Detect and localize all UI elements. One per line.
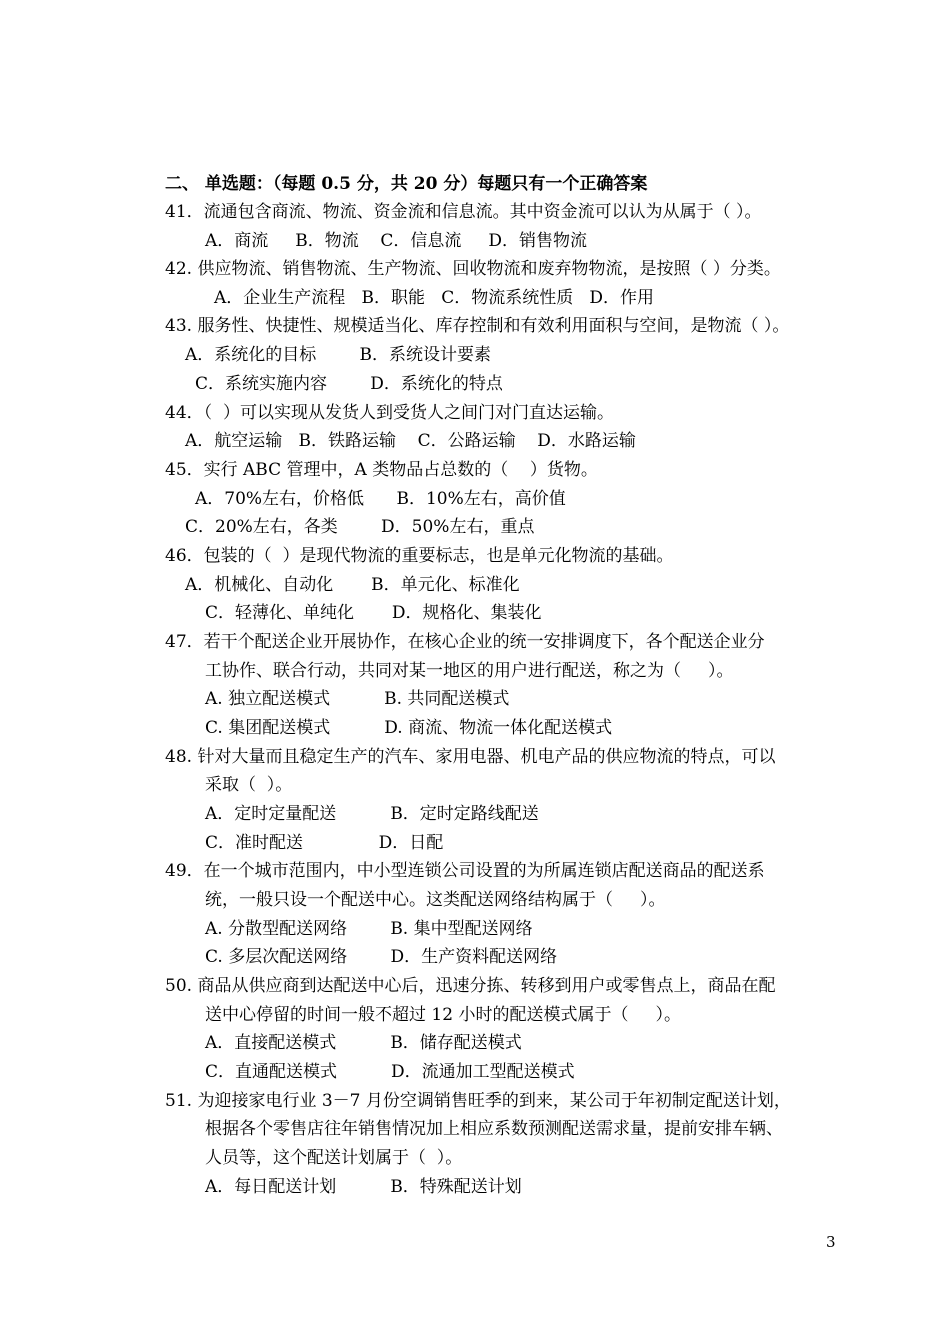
question-50-option-line-2: C．直通配送模式 D．流通加工型配送模式 — [205, 1062, 575, 1082]
question-46-option-line-2: C．轻薄化、单纯化 D．规格化、集装化 — [205, 603, 542, 623]
question-47-option-line-2: C. 集团配送模式 D. 商流、物流一体化配送模式 — [205, 718, 613, 738]
question-43-stem: 43. 服务性、快捷性、规模适当化、库存控制和有效利用面积与空间，是物流（ ）。 — [165, 316, 790, 336]
question-51-stem-line-1: 51. 为迎接家电行业 3－7 月份空调销售旺季的到来，某公司于年初制定配送计划， — [165, 1091, 791, 1111]
question-49-stem-line-1: 49．在一个城市范围内，中小型连锁公司设置的为所属连锁店配送商品的配送系 — [165, 861, 765, 881]
question-47-stem-line-2: 工协作、联合行动，共同对某一地区的用户进行配送，称之为（ ）。 — [205, 661, 734, 681]
question-41-options: A．商流 B．物流 C．信息流 D．销售物流 — [205, 231, 588, 251]
question-50-stem-line-1: 50. 商品从供应商到达配送中心后，迅速分拣、转移到用户或零售点上，商品在配 — [165, 976, 776, 996]
section-title: 二、 单选题：（每题 0.5 分，共 20 分）每题只有一个正确答案 — [165, 174, 648, 194]
question-48-stem-line-2: 采取（ ）。 — [205, 775, 293, 795]
question-42-options: A．企业生产流程 B．职能 C．物流系统性质 D．作用 — [214, 288, 655, 308]
question-46-option-line-1: A．机械化、自动化 B．单元化、标准化 — [185, 575, 520, 595]
question-46-stem: 46．包装的（ ）是现代物流的重要标志，也是单元化物流的基础。 — [165, 546, 674, 566]
question-44-options: A．航空运输 B．铁路运输 C．公路运输 D．水路运输 — [185, 431, 636, 451]
question-45-option-line-1: A．70%左右，价格低 B．10%左右，高价值 — [195, 489, 566, 509]
question-49-stem-line-2: 统，一般只设一个配送中心。这类配送网络结构属于（ ）。 — [205, 890, 666, 910]
question-50-option-line-1: A．直接配送模式 B．储存配送模式 — [205, 1033, 522, 1053]
question-47-option-line-1: A. 独立配送模式 B. 共同配送模式 — [205, 689, 510, 709]
question-51-stem-line-3: 人员等，这个配送计划属于（ ）。 — [205, 1148, 463, 1168]
question-50-stem-line-2: 送中心停留的时间一般不超过 12 小时的配送模式属于（ ）。 — [205, 1005, 681, 1025]
question-48-option-line-2: C．准时配送 D．日配 — [205, 833, 444, 853]
question-43-option-line-1: A．系统化的目标 B．系统设计要素 — [185, 345, 491, 365]
question-48-option-line-1: A．定时定量配送 B．定时定路线配送 — [205, 804, 539, 824]
question-45-option-line-2: C．20%左右，各类 D．50%左右，重点 — [185, 517, 535, 537]
question-44-stem: 44．（ ）可以实现从发货人到受货人之间门对门直达运输。 — [165, 403, 614, 423]
question-41-stem: 41．流通包含商流、物流、资金流和信息流。其中资金流可以认为从属于（ ）。 — [165, 202, 762, 222]
question-51-option-line-1: A．每日配送计划 B．特殊配送计划 — [205, 1177, 522, 1197]
question-42-stem: 42. 供应物流、销售物流、生产物流、回收物流和废弃物物流，是按照（ ）分类。 — [165, 259, 781, 279]
question-51-stem-line-2: 根据各个零售店往年销售情况加上相应系数预测配送需求量，提前安排车辆、 — [205, 1119, 783, 1139]
question-48-stem-line-1: 48. 针对大量而且稳定生产的汽车、家用电器、机电产品的供应物流的特点，可以 — [165, 747, 776, 767]
question-43-option-line-2: C．系统实施内容 D．系统化的特点 — [195, 374, 503, 394]
page-number: 3 — [826, 1233, 836, 1251]
question-45-stem: 45．实行 ABC 管理中，A 类物品占总数的（ ）货物。 — [165, 460, 598, 480]
question-49-option-line-2: C. 多层次配送网络 D．生产资料配送网络 — [205, 947, 558, 967]
question-49-option-line-1: A. 分散型配送网络 B. 集中型配送网络 — [205, 919, 533, 939]
question-47-stem-line-1: 47．若干个配送企业开展协作，在核心企业的统一安排调度下，各个配送企业分 — [165, 632, 765, 652]
